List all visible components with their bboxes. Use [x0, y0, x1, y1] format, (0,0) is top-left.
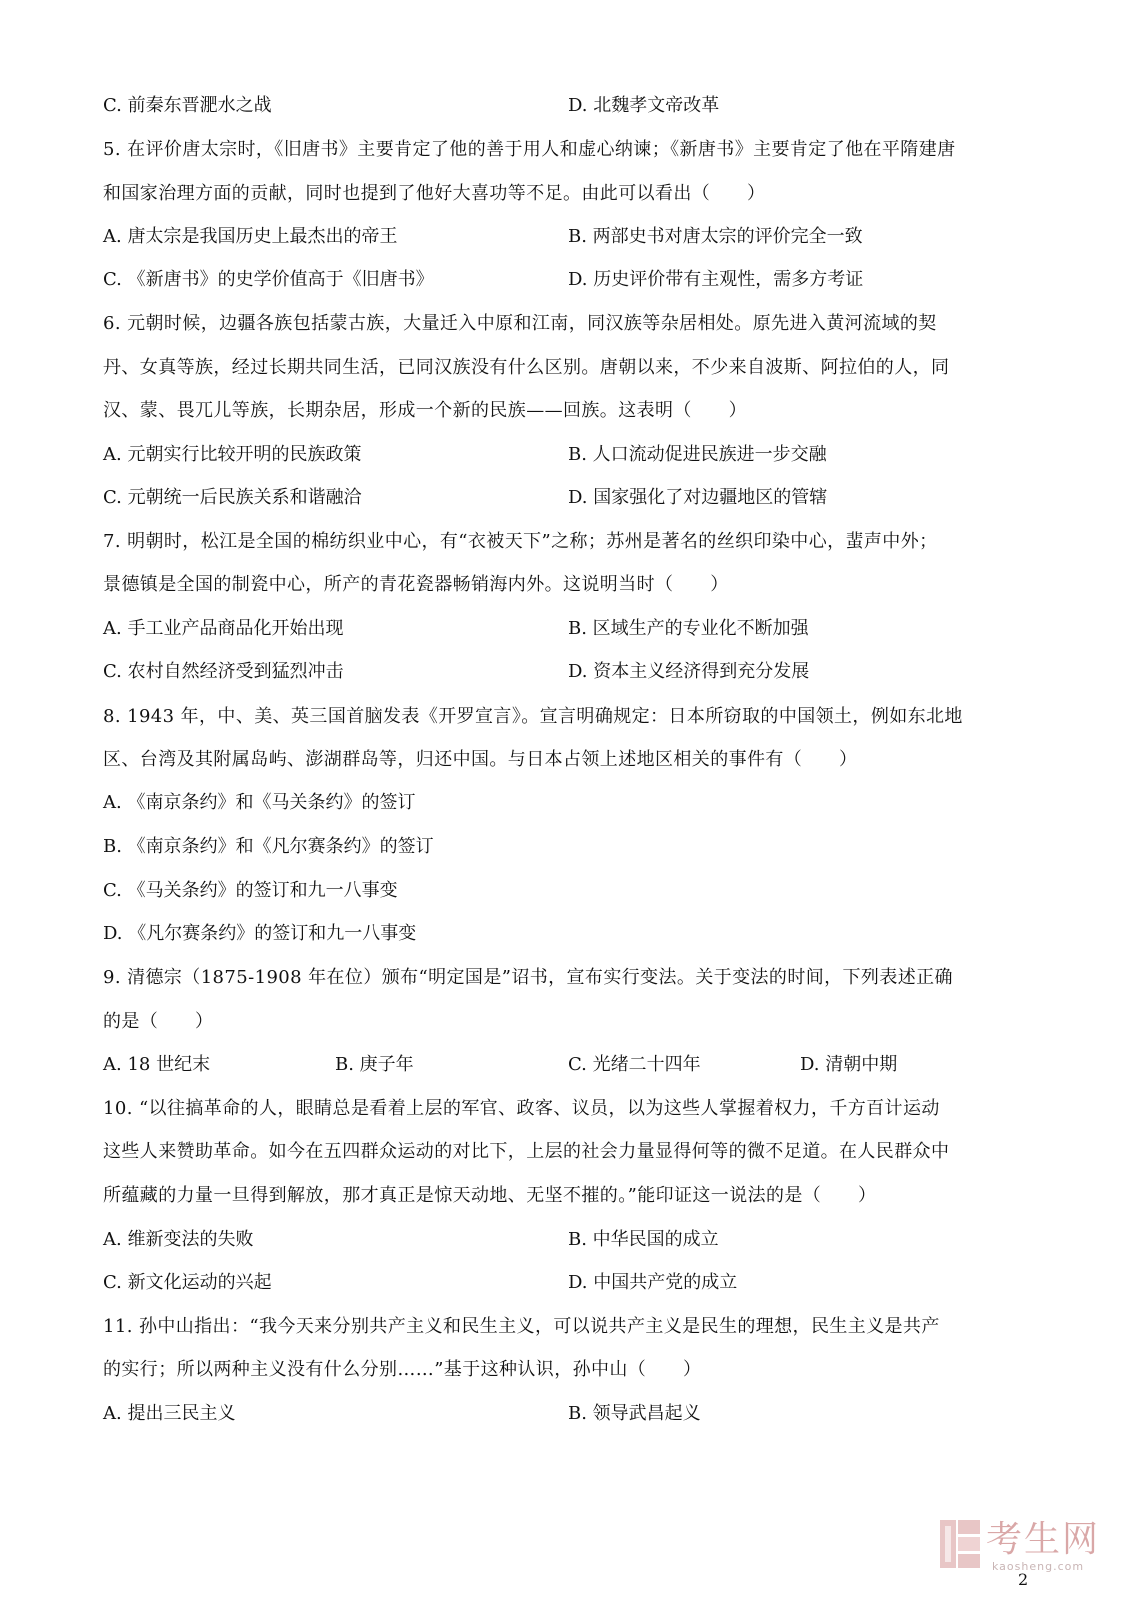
option-text: A. 《南京条约》和《马关条约》的签订	[103, 792, 416, 813]
question-text: 区、台湾及其附属岛屿、澎湖群岛等，归还中国。与日本占领上述地区相关的事件有（ ）	[103, 749, 858, 770]
option-text: B. 领导武昌起义	[568, 1403, 701, 1424]
question-text: 这些人来赞助革命。如今在五四群众运动的对比下，上层的社会力量显得何等的微不足道。在人民群众中	[103, 1141, 950, 1162]
option-text: D. 《凡尔赛条约》的签订和九一八事变	[103, 923, 417, 944]
question-text: 和国家治理方面的贡献，同时也提到了他好大喜功等不足。由此可以看出（ ）	[103, 183, 766, 204]
option-text: A. 维新变法的失败	[103, 1229, 254, 1250]
question-text: 11. 孙中山指出：“我今天来分别共产主义和民生主义，可以说共产主义是民生的理想，民生主义是共产	[103, 1316, 940, 1337]
question-text: 10. “以往搞革命的人，眼睛总是看着上层的军官、政客、议员，以为这些人掌握着权力，千方百计运动	[103, 1098, 940, 1119]
option-text: B. 两部史书对唐太宗的评价完全一致	[568, 226, 863, 247]
option-text: A. 提出三民主义	[103, 1403, 236, 1424]
question-text: 汉、蒙、畏兀儿等族，长期杂居，形成一个新的民族——回族。这表明（ ）	[103, 400, 747, 421]
option-text: C. 新文化运动的兴起	[103, 1272, 272, 1293]
question-text: 7. 明朝时，松江是全国的棉纺织业中心，有“衣被天下”之称；苏州是著名的丝织印染中心，蜚声中外；	[103, 531, 938, 552]
option-text: C. 《新唐书》的史学价值高于《旧唐书》	[103, 269, 434, 290]
question-text: 6. 元朝时候，边疆各族包括蒙古族，大量迁入中原和江南，同汉族等杂居相处。原先进入黄河流域的契	[103, 313, 937, 334]
question-text: 景德镇是全国的制瓷中心，所产的青花瓷器畅销海内外。这说明当时（ ）	[103, 574, 729, 595]
option-text: D. 北魏孝文帝改革	[568, 95, 720, 116]
question-text: 5. 在评价唐太宗时，《旧唐书》主要肯定了他的善于用人和虚心纳谏；《新唐书》主要肯定了他在平隋建唐	[103, 139, 956, 160]
option-text: C. 农村自然经济受到猛烈冲击	[103, 661, 344, 682]
question-text: 所蕴藏的力量一旦得到解放，那才真正是惊天动地、无坚不摧的。”能印证这一说法的是（ ）	[103, 1185, 877, 1206]
option-text: C. 前秦东晋淝水之战	[103, 95, 272, 116]
option-text: B. 庚子年	[335, 1054, 414, 1075]
option-text: D. 国家强化了对边疆地区的管辖	[568, 487, 828, 508]
option-text: B. 区域生产的专业化不断加强	[568, 618, 809, 639]
option-text: D. 清朝中期	[800, 1054, 898, 1075]
question-text: 的是（ ）	[103, 1011, 214, 1032]
option-text: B. 人口流动促进民族进一步交融	[568, 444, 827, 465]
question-text: 9. 清德宗（1875-1908 年在位）颁布“明定国是”诏书，宣布实行变法。关于变法的时间，下列表述正确	[103, 967, 953, 988]
question-text: 8. 1943 年，中、美、英三国首脑发表《开罗宣言》。宣言明确规定：日本所窃取的中国领土，例如东北地	[103, 706, 963, 727]
option-text: A. 手工业产品商品化开始出现	[103, 618, 344, 639]
watermark	[940, 1518, 1100, 1578]
option-text: B. 中华民国的成立	[568, 1229, 719, 1250]
option-text: D. 资本主义经济得到充分发展	[568, 661, 810, 682]
option-text: D. 历史评价带有主观性，需多方考证	[568, 269, 864, 290]
option-text: B. 《南京条约》和《凡尔赛条约》的签订	[103, 836, 434, 857]
option-text: A. 元朝实行比较开明的民族政策	[103, 444, 362, 465]
question-text: 的实行；所以两种主义没有什么分别……”基于这种认识，孙中山（ ）	[103, 1359, 702, 1380]
option-text: C. 元朝统一后民族关系和谐融洽	[103, 487, 362, 508]
option-text: D. 中国共产党的成立	[568, 1272, 738, 1293]
option-text: A. 18 世纪末	[103, 1054, 211, 1075]
option-text: C. 光绪二十四年	[568, 1054, 701, 1075]
watermark-text: 考生网	[986, 1519, 1101, 1560]
watermark-logo-icon	[940, 1520, 980, 1568]
option-text: C. 《马关条约》的签订和九一八事变	[103, 880, 398, 901]
question-text: 丹、女真等族，经过长期共同生活，已同汉族没有什么区别。唐朝以来，不少来自波斯、阿拉伯的人，同	[103, 357, 950, 378]
page-number: 2	[1018, 1570, 1029, 1589]
option-text: A. 唐太宗是我国历史上最杰出的帝王	[103, 226, 398, 247]
watermark-url: kaosheng.com	[992, 1560, 1085, 1573]
